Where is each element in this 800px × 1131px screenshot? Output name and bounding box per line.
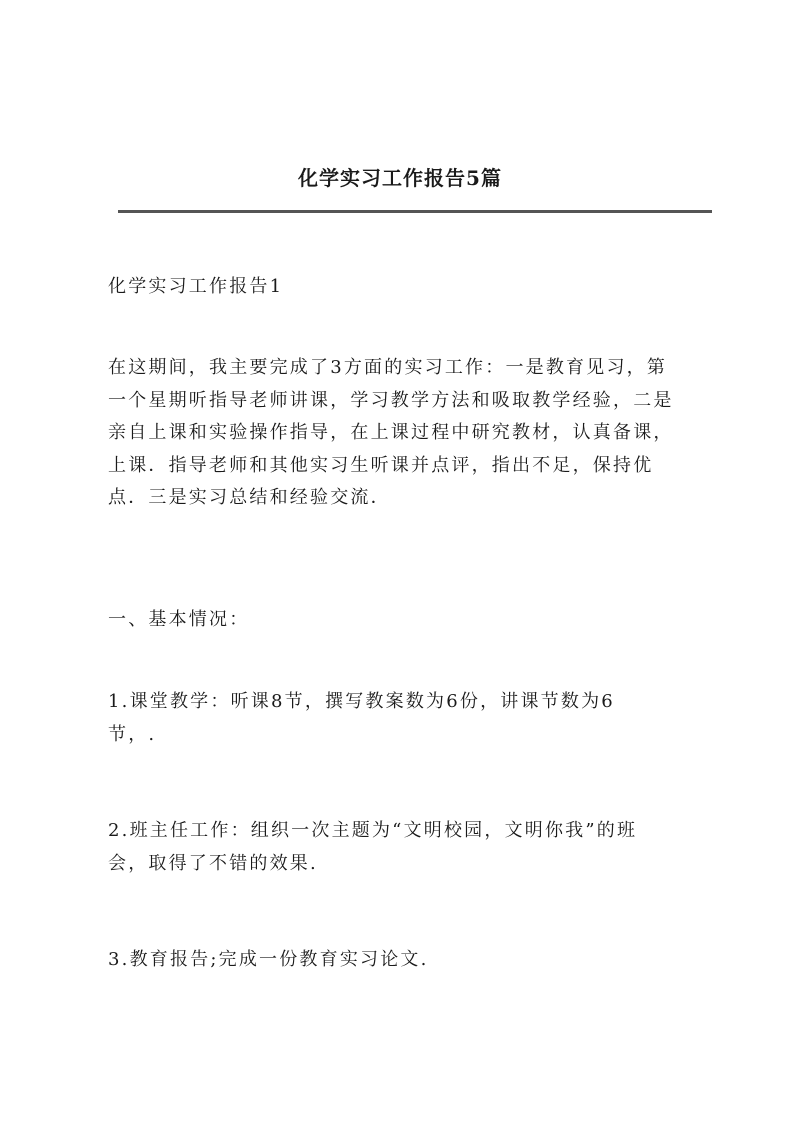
list-item-line: 3.教育报告;完成一份教育实习论文.	[108, 949, 429, 970]
paragraph-line: 在这期间，我主要完成了3方面的实习工作：一是教育见习，第	[108, 357, 668, 378]
list-item-line: 会，取得了不错的效果.	[108, 852, 318, 874]
paragraph-line: 点．三是实习总结和经验交流．	[108, 487, 391, 508]
paragraph-line: 亲自上课和实验操作指导，在上课过程中研究教材，认真备课，	[108, 422, 674, 443]
list-item-line: 节，.	[108, 723, 157, 745]
intro-paragraph	[108, 352, 708, 515]
document-title: 化学实习工作报告5篇	[298, 166, 502, 190]
list-item-line: 1.课堂教学：听课8节，撰写教案数为6份，讲课节数为6	[108, 691, 615, 712]
paragraph-line: 一个星期听指导老师讲课，学习教学方法和吸取教学经验，二是	[108, 389, 674, 411]
section-heading-text: 一、基本情况：	[108, 609, 250, 630]
paragraph-line: 上课．指导老师和其他实习生听课并点评，指出不足，保持优	[108, 454, 654, 476]
subtitle-line: 化学实习工作报告1	[108, 276, 284, 297]
report-subtitle	[108, 271, 708, 304]
section-heading	[108, 604, 708, 637]
list-item-education-report	[108, 944, 708, 977]
list-item-class-teacher-work	[108, 815, 708, 880]
list-item-classroom-teaching	[108, 686, 708, 751]
title-divider	[118, 210, 712, 213]
list-item-line: 2.班主任工作：组织一次主题为“文明校园，文明你我”的班	[108, 820, 638, 841]
